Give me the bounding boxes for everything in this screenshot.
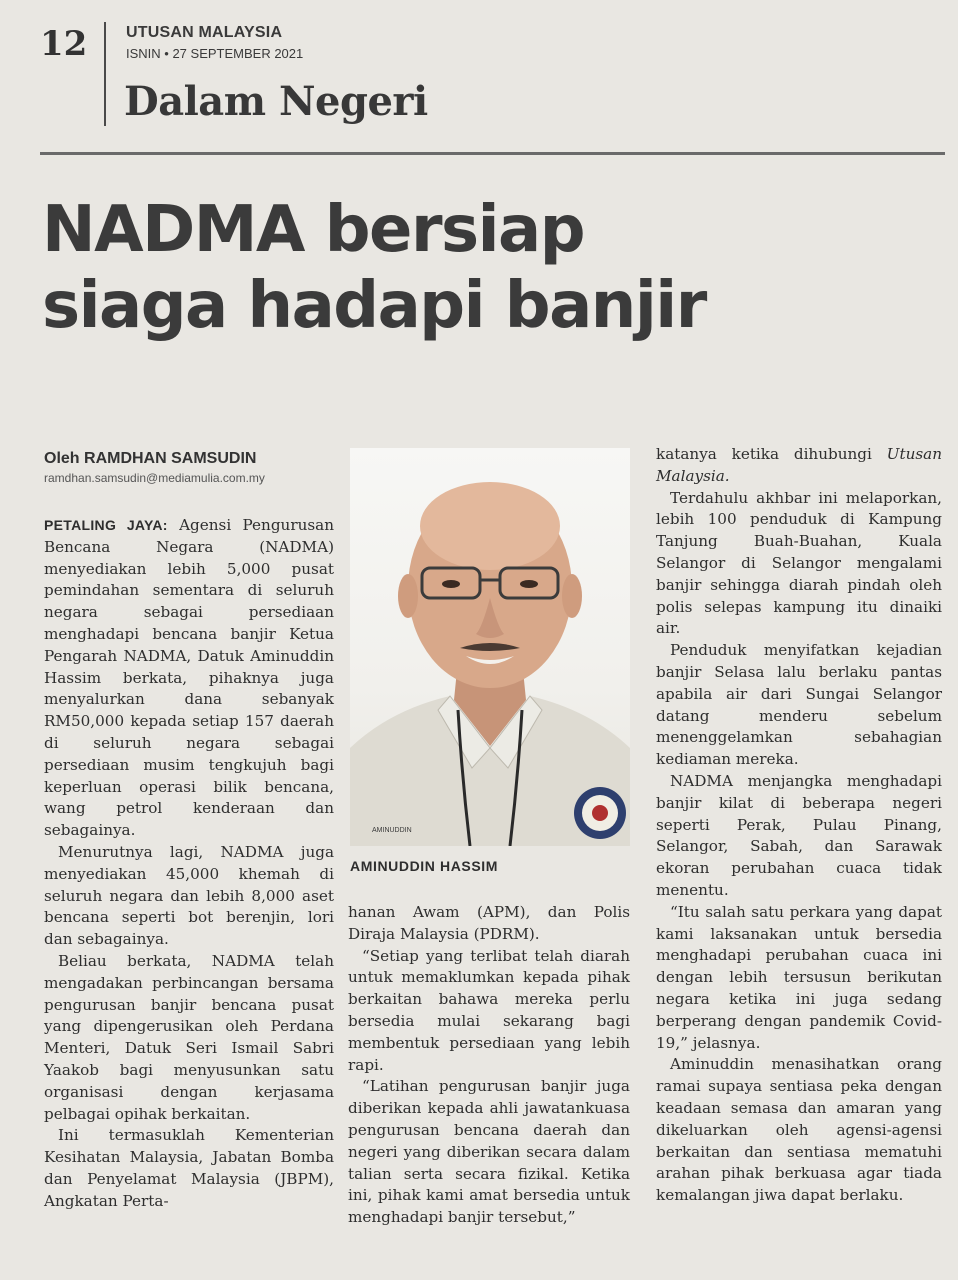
paragraph-text: Agensi Pengurusan Bencana Negara (NADMA) menyediakan lebih 5,000 pusat pemindahan sementara di seluruh negara sebagai persediaan menghadapi bencana banjir Ketua Pengarah NADMA, Datuk Aminuddin Hassim berkata, pihaknya juga menyalurkan dana sebanyak RM50,000 kepada setiap 157 daerah di seluruh negara sebagai persediaan musim tengkujuh bagi keperluan operasi bilik bencana, wang petrol kenderaan dan sebagainya. bbox=[44, 516, 335, 840]
header-divider bbox=[104, 22, 106, 126]
publication-name: UTUSAN MALAYSIA bbox=[126, 24, 283, 41]
section-rule bbox=[40, 152, 945, 155]
paragraph: “Setiap yang terlibat telah diarah untuk memaklumkan kepada pihak berkaitan bahawa mereka perlu bersedia mulai sekarang bagi membentuk persediaan yang lebih rapi. bbox=[348, 946, 630, 1074]
paragraph: Terdahulu akhbar ini melaporkan, lebih 100 penduduk di Kampung Tanjung Buah-Buahan, Kuala Selangor di Selangor mengalami banjir sehingga diarah pindah oleh polis selepas kampung itu dinaiki air. bbox=[656, 488, 942, 638]
paragraph: Penduduk menyifatkan kejadian banjir Selasa lalu berlaku pantas apabila air dari Sungai Selangor datang menderu sebelum menenggelamkan sebahagian kediaman mereka. bbox=[656, 641, 942, 769]
paragraph: Aminuddin menasihatkan orang ramai supaya sentiasa peka dengan keadaan semasa dan amaran yang dikeluarkan oleh agensi-agensi berkaitan dan sentiasa mematuhi arahan pihak berkuasa agar tiada kemalangan jiwa dapat berlaku. bbox=[656, 1055, 942, 1205]
dateline: PETALING JAYA: bbox=[44, 517, 168, 533]
publication-date: ISNIN • 27 SEPTEMBER 2021 bbox=[126, 46, 304, 61]
paragraph: Menurutnya lagi, NADMA juga menyediakan 45,000 khemah di seluruh negara dan lebih 8,000 aset bencana seperti bot berenjin, lori dan sebagainya. bbox=[44, 842, 334, 949]
paragraph: Beliau berkata, NADMA telah mengadakan perbincangan bersama pengurusan banjir bencana pusat yang dipengerusikan oleh Perdana Menteri, Datuk Seri Ismail Sabri Yaakob bagi menyusunkan satu organisasi dengan kerjasama pelbagai opihak berkaitan. bbox=[44, 951, 334, 1123]
byline: Oleh RAMDHAN SAMSUDIN bbox=[44, 450, 257, 467]
paragraph: “Itu salah satu perkara yang dapat kami laksanakan untuk bersedia menghadapi perubahan cuaca ini dengan lebih tersusun berikutan negara ketika ini juga sedang berperang dengan pandemik Covid-19,” jelasnya. bbox=[656, 902, 942, 1052]
photo-tag: AMINUDDIN bbox=[372, 827, 412, 834]
paragraph-text: katanya ketika dihubungi bbox=[656, 445, 887, 463]
portrait-photo bbox=[350, 448, 630, 846]
portrait-illustration bbox=[350, 448, 630, 846]
photo-caption: AMINUDDIN HASSIM bbox=[350, 858, 499, 874]
article-column-2 bbox=[348, 902, 630, 1229]
headline bbox=[42, 192, 942, 344]
author-email: ramdhan.samsudin@mediamulia.com.my bbox=[44, 471, 265, 485]
headline-line-1: NADMA bersiap bbox=[42, 193, 585, 267]
paragraph: hanan Awam (APM), dan Polis Diraja Malaysia (PDRM). bbox=[348, 903, 630, 943]
paragraph bbox=[656, 444, 942, 488]
paragraph: Ini termasuklah Kementerian Kesihatan Malaysia, Jabatan Bomba dan Penyelamat Malaysia (JBPM), Angkatan Perta- bbox=[44, 1126, 334, 1210]
article-column-1 bbox=[44, 515, 334, 1213]
headline-line-2: siaga hadapi banjir bbox=[42, 269, 706, 343]
paragraph bbox=[44, 515, 334, 842]
publication-mention: Utusan Malaysia. bbox=[656, 445, 942, 485]
paragraph: “Latihan pengurusan banjir juga diberikan kepada ahli jawatankuasa pengurusan bencana daerah dan negeri yang diberikan secara dalam talian serta secara fizikal. Ketika ini, pihak kami amat bersedia untuk menghadapi banjir tersebut,” bbox=[348, 1077, 630, 1227]
paragraph: NADMA menjangka menghadapi banjir kilat di beberapa negeri seperti Perak, Pulau Pinang, Selangor, Sabah, dan Sarawak ekoran perubahan cuaca tidak menentu. bbox=[656, 771, 942, 899]
section-title: Dalam Negeri bbox=[124, 78, 428, 125]
page-number: 12 bbox=[40, 24, 88, 64]
article-column-3 bbox=[656, 444, 942, 1207]
